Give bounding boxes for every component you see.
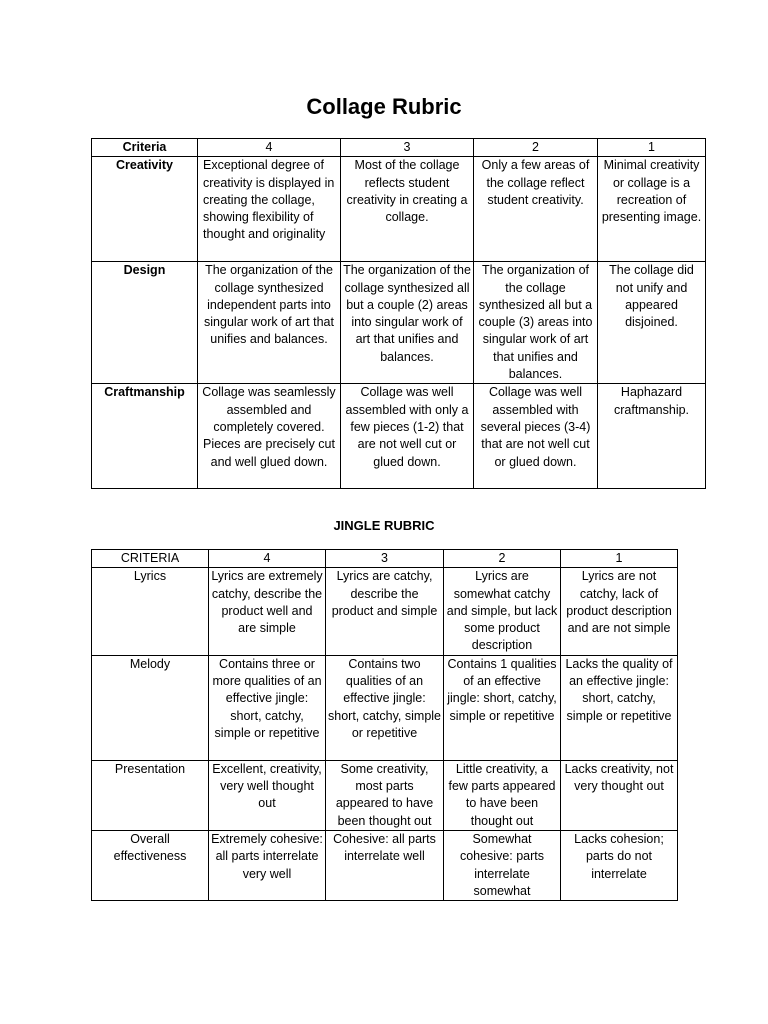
table-row (92, 655, 678, 760)
table-header-row (92, 550, 678, 568)
rubric-cell: Contains 1 qualities of an effective jingle: short, catchy, simple or repetitive (444, 655, 561, 760)
table-row (92, 760, 678, 830)
header-cell: 4 (209, 550, 326, 568)
rubric-cell: Lacks cohesion; parts do not interrelate (561, 830, 678, 900)
rubric-cell: The organization of the collage synthesized all but a couple (3) areas into singular work of art that unifies and balances. (474, 262, 598, 384)
rubric-cell: Somewhat cohesive: parts interrelate somewhat (444, 830, 561, 900)
rubric-cell: The collage did not unify and appeared disjoined. (598, 262, 706, 384)
criterion-cell: Overall effectiveness (92, 830, 209, 900)
criterion-cell: Design (92, 262, 198, 384)
rubric-cell: Little creativity, a few parts appeared to have been thought out (444, 760, 561, 830)
table-row (92, 262, 706, 384)
header-cell: CRITERIA (92, 550, 209, 568)
table-row (92, 384, 706, 489)
jingle-rubric-table (91, 549, 678, 901)
header-cell: 4 (198, 139, 341, 157)
collage-rubric-title: Collage Rubric (306, 94, 462, 119)
header-cell: 3 (341, 139, 474, 157)
table-header-row (92, 139, 706, 157)
header-cell: 2 (444, 550, 561, 568)
header-cell: 2 (474, 139, 598, 157)
criterion-cell: Presentation (92, 760, 209, 830)
rubric-cell: Lyrics are not catchy, lack of product description and are not simple (561, 568, 678, 655)
rubric-cell: Lacks the quality of an effective jingle: short, catchy, simple or repetitive (561, 655, 678, 760)
rubric-cell: Excellent, creativity, very well thought out (209, 760, 326, 830)
rubric-cell: Minimal creativity or collage is a recreation of presenting image. (598, 157, 706, 262)
rubric-cell: Exceptional degree of creativity is displayed in creating the collage, showing flexibility of thought and originality (198, 157, 341, 262)
rubric-cell: Lyrics are catchy, describe the product and simple (326, 568, 444, 655)
table-row (92, 157, 706, 262)
criterion-cell: Creativity (92, 157, 198, 262)
jingle-rubric-title: JINGLE RUBRIC (333, 518, 435, 533)
rubric-cell: Collage was well assembled with several pieces (3-4) that are not well cut or glued down. (474, 384, 598, 489)
criterion-cell: Lyrics (92, 568, 209, 655)
rubric-cell: Haphazard craftmanship. (598, 384, 706, 489)
rubric-cell: Lyrics are somewhat catchy and simple, but lack some product description (444, 568, 561, 655)
rubric-cell: Collage was seamlessly assembled and completely covered. Pieces are precisely cut and well glued down. (198, 384, 341, 489)
rubric-cell: Lyrics are extremely catchy, describe the product well and are simple (209, 568, 326, 655)
rubric-cell: Contains two qualities of an effective jingle: short, catchy, simple or repetitive (326, 655, 444, 760)
criterion-cell: Craftmanship (92, 384, 198, 489)
table-row (92, 830, 678, 900)
rubric-cell: Some creativity, most parts appeared to have been thought out (326, 760, 444, 830)
criterion-cell: Melody (92, 655, 209, 760)
header-cell: 1 (561, 550, 678, 568)
rubric-cell: The organization of the collage synthesized independent parts into singular work of art that unifies and balances. (198, 262, 341, 384)
rubric-cell: Extremely cohesive: all parts interrelate very well (209, 830, 326, 900)
table-row (92, 568, 678, 655)
header-cell: 3 (326, 550, 444, 568)
rubric-cell: Collage was well assembled with only a few pieces (1-2) that are not well cut or glued down. (341, 384, 474, 489)
rubric-cell: Cohesive: all parts interrelate well (326, 830, 444, 900)
rubric-cell: Contains three or more qualities of an effective jingle: short, catchy, simple or repetitive (209, 655, 326, 760)
header-cell: Criteria (92, 139, 198, 157)
header-cell: 1 (598, 139, 706, 157)
rubric-cell: Only a few areas of the collage reflect student creativity. (474, 157, 598, 262)
collage-rubric-table (91, 138, 706, 489)
rubric-cell: Most of the collage reflects student creativity in creating a collage. (341, 157, 474, 262)
rubric-cell: Lacks creativity, not very thought out (561, 760, 678, 830)
rubric-cell: The organization of the collage synthesized all but a couple (2) areas into singular work of art that unifies and balances. (341, 262, 474, 384)
